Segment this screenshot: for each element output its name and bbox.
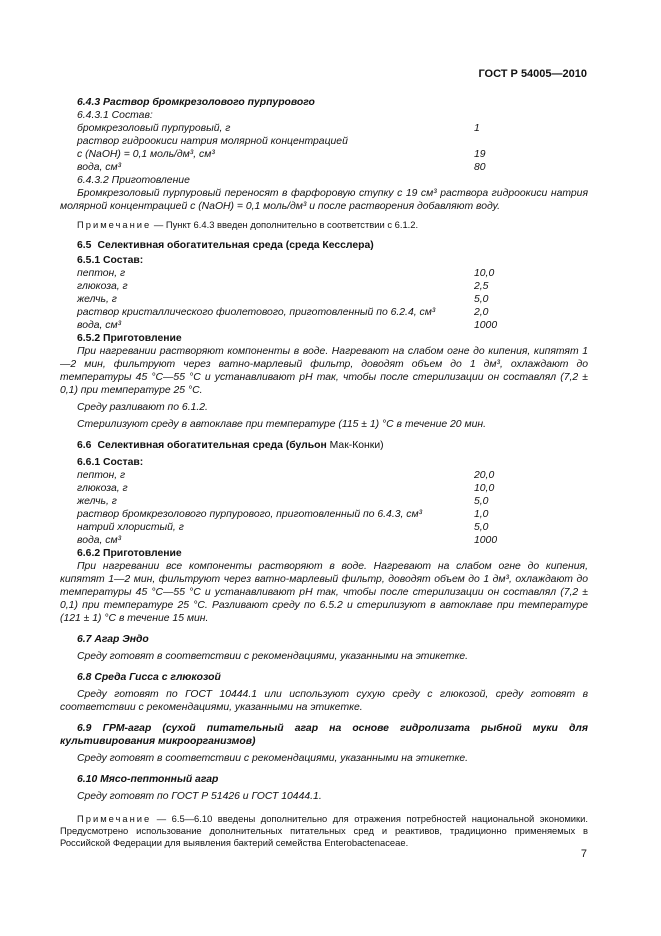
preparation-paragraph: Бромкрезоловый пурпуровый переносят в фарфоровую ступку с 19 см³ раствора гидроокиси натрия молярной концентрацией с (NaOH) = 0,1 моль/дм³ и после растворения добавляют воду. [60, 188, 588, 212]
composition-row [60, 495, 588, 508]
composition-row [60, 482, 588, 495]
composition-label: натрий хлористый, г [77, 522, 184, 533]
composition-label: глюкоза, г [77, 483, 128, 494]
composition-row [60, 148, 588, 161]
composition-value: 5,0 [474, 294, 489, 305]
composition-label: раствор кристаллического фиолетового, приготовленный по 6.2.4, см³ [77, 307, 436, 318]
composition-label: желчь, г [77, 496, 117, 507]
composition-label: вода, см³ [77, 320, 122, 331]
note-label: Примечание [77, 219, 152, 230]
composition-label: вода, см³ [77, 162, 122, 173]
composition-label-line: раствор гидроокиси натрия молярной концентрацией [77, 136, 348, 147]
composition-list [60, 469, 588, 547]
composition-row [60, 267, 588, 280]
preparation-paragraph: При нагревании все компоненты растворяют в воде. Нагревают на слабом огне до кипения, кипятят 1—2 мин, фильтруют через ватно-марлевый фильтр, доводят объем до 1 дм³, охлаждают до температуры 45 °С—55 °С и устанавливают pH так, чтобы после стерилизации он составлял (7,2 ± 0,1) при температуре 25 °С. Разливают среду по 6.5.2 и стерилизуют в автоклаве при температуре (121 ± 1) °С в течение 15 мин. [60, 561, 588, 624]
composition-value: 10,0 [474, 483, 495, 494]
section-6-6-title: 6.6 Селективная обогатительная среда (бульон Мак-Конки) [77, 440, 384, 451]
section-6-7-title: 6.7 Агар Эндо [77, 634, 149, 645]
composition-row [60, 534, 588, 547]
composition-value: 2,0 [474, 307, 489, 318]
composition-value: 20,0 [474, 470, 495, 481]
section-6-6-1-title: 6.6.1 Состав: [77, 457, 144, 468]
composition-row [60, 469, 588, 482]
composition-row [60, 122, 588, 135]
section-6-8-title: 6.8 Среда Гисса с глюкозой [77, 672, 221, 683]
preparation-paragraph: При нагревании растворяют компоненты в воде. Нагревают на слабом огне до кипения, кипятят 1—2 мин, фильтруют через ватно-марлевый фильтр, доводят объем до 1 дм³, охлаждают до температуры 45 °С—55 °С и устанавливают pH так, чтобы после стерилизации он составлял (7,2 ± 0,1) при температуре 25 °С. [60, 346, 588, 396]
composition-value: 80 [474, 162, 486, 173]
composition-row [60, 280, 588, 293]
preparation-paragraph: Среду разливают по 6.1.2. [77, 402, 208, 413]
composition-row [60, 319, 588, 332]
section-6-4-3-2-title: 6.4.3.2 Приготовление [77, 175, 190, 186]
section-6-9-title: 6.9 ГРМ-агар (сухой питательный агар на основе гидролизата рыбной муки для культивирования микроорганизмов) [60, 723, 588, 747]
final-note [60, 813, 588, 849]
composition-label: глюкоза, г [77, 281, 128, 292]
composition-value: 1 [474, 123, 480, 134]
note-text: — Пункт 6.4.3 введен дополнительно в соответствии с 6.1.2. [151, 219, 419, 230]
note-text: — 6.5—6.10 введены дополнительно для отражения потребностей национальной экономики. Предусмотрено использование дополнительных питательных сред и реактивов, традиционно применяемых в Российской Федерации для выявления бактерий семейства Enterobactenaceae. [60, 813, 588, 848]
composition-value: 1000 [474, 320, 498, 331]
composition-label: вода, см³ [77, 535, 122, 546]
composition-value: 19 [474, 149, 486, 160]
composition-value: 1,0 [474, 509, 489, 520]
composition-label: пептон, г [77, 268, 126, 279]
composition-value: 1000 [474, 535, 498, 546]
composition-row [60, 161, 588, 174]
composition-row [60, 521, 588, 534]
section-6-4-3-1-title: 6.4.3.1 Состав: [77, 110, 153, 121]
section-paragraph: Среду готовят по ГОСТ Р 51426 и ГОСТ 10444.1. [77, 791, 322, 802]
section-6-5-2-title: 6.5.2 Приготовление [77, 333, 182, 344]
composition-value: 10,0 [474, 268, 495, 279]
section-paragraph: Среду готовят в соответствии с рекомендациями, указанными на этикетке. [77, 753, 469, 764]
section-6-5-title: 6.5 Селективная обогатительная среда (среда Кесслера) [77, 240, 374, 251]
note-label: Примечание [77, 813, 152, 824]
preparation-paragraph: Стерилизуют среду в автоклаве при температуре (115 ± 1) °С в течение 20 мин. [77, 419, 486, 430]
composition-label: бромкрезоловый пурпуровый, г [77, 123, 231, 134]
section-paragraph: Среду готовят в соответствии с рекомендациями, указанными на этикетке. [77, 651, 469, 662]
composition-label: раствор бромкрезолового пурпурового, приготовленный по 6.4.3, см³ [77, 509, 423, 520]
section-6-5-1-title: 6.5.1 Состав: [77, 255, 144, 266]
composition-value: 5,0 [474, 522, 489, 533]
note [60, 219, 588, 231]
section-6-4-3-title: 6.4.3 Раствор бромкрезолового пурпурового [77, 97, 315, 108]
section-paragraph: Среду готовят по ГОСТ 10444.1 или используют сухую среду с глюкозой, среду готовят в соответствии с рекомендациями, указанными на этикетке. [60, 689, 588, 713]
composition-row [60, 508, 588, 521]
composition-value: 2,5 [474, 281, 489, 292]
page-number: 7 [580, 848, 587, 860]
composition-label: с (NaOH) = 0,1 моль/дм³, см³ [77, 149, 215, 160]
composition-row [60, 293, 588, 306]
composition-value: 5,0 [474, 496, 489, 507]
document-body [60, 96, 588, 857]
composition-list [60, 267, 588, 332]
composition-label: желчь, г [77, 294, 117, 305]
composition-row [60, 306, 588, 319]
composition-label: пептон, г [77, 470, 126, 481]
section-6-10-title: 6.10 Мясо-пептонный агар [77, 774, 219, 785]
document-id: ГОСТ Р 54005—2010 [478, 68, 587, 80]
section-6-6-2-title: 6.6.2 Приготовление [77, 548, 182, 559]
